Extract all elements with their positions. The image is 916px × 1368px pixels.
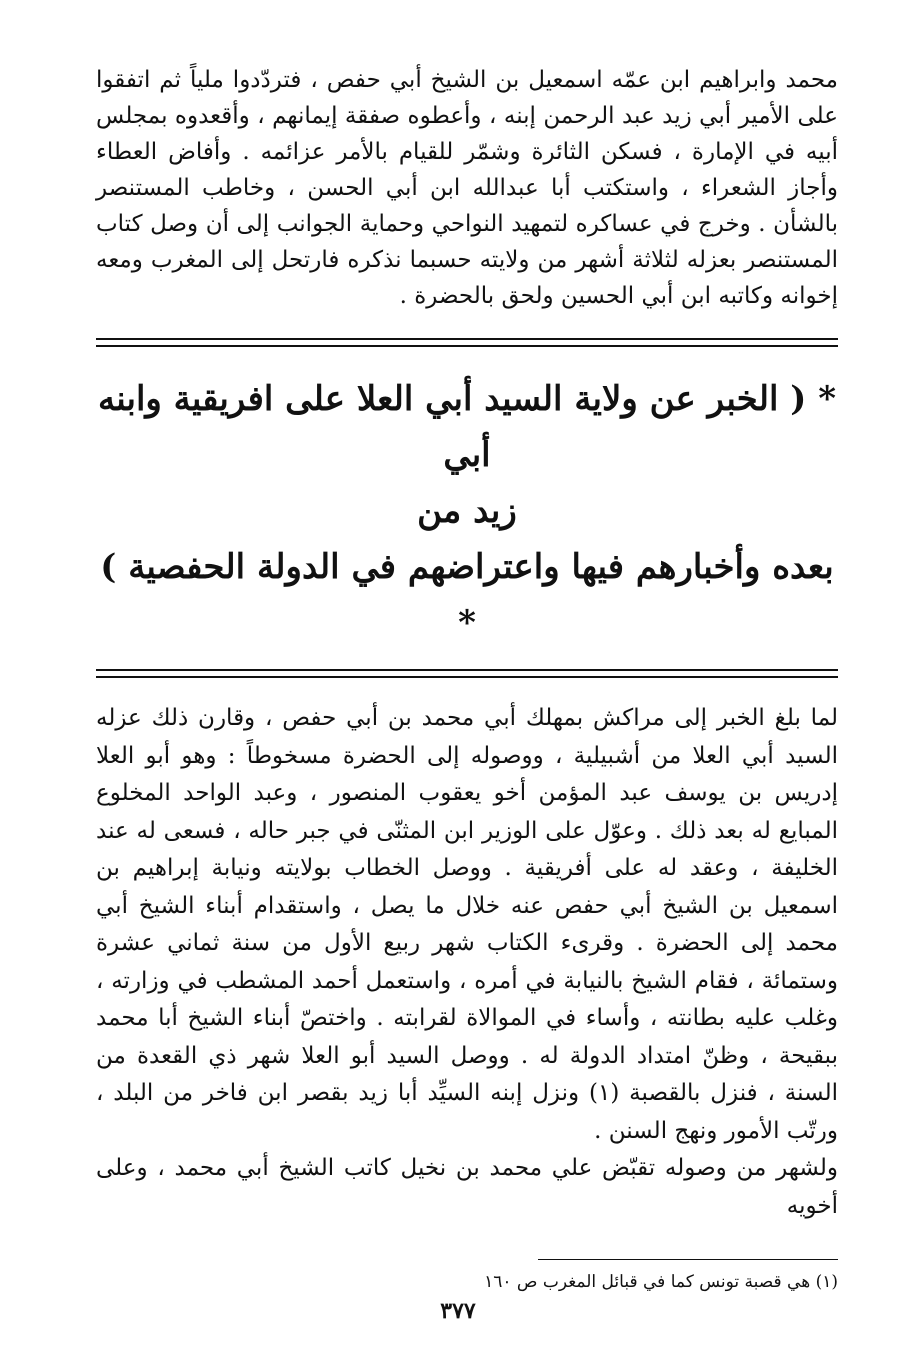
- heading-line-2: زيد من: [417, 491, 517, 531]
- heading-line-1: * ( الخبر عن ولاية السيد أبي العلا على افريقية وابنه أبي: [98, 379, 836, 475]
- book-page: [96, 62, 838, 1294]
- body-paragraph-1: لما بلغ الخبر إلى مراكش بمهلك أبي محمد بن أبي حفص ، وقارن ذلك عزله السيد أبي العلا من أشبيلية ، ووصوله إلى الحضرة مسخوطاً : وهو أبو العلا إدريس بن يوسف عبد المؤمن أخو يعقوب المنصور ، وعبد الواحد المخلوع المبايع له بعد ذلك . وعوّل على الوزير ابن المثنّى في جبر حاله ، فسعى له عند الخليفة ، وعقد له على أفريقية . ووصل الخطاب بولايته ونيابة إبراهيم بن اسمعيل بن الشيخ أبي حفص عنه خلال ما يصل ، واستقدام أبناء الشيخ أبي محمد إلى الحضرة . وقرىء الكتاب شهر ربيع الأول من سنة ثماني عشرة وستمائة ، فقام الشيخ بالنيابة في أمره ، واستعمل أحمد المشطب في وزارته ، وغلب عليه بطانته ، وأساء في الموالاة لقرابته . واختصّ أبناء الشيخ أبا محمد ببقيحة ، وظنّ امتداد الدولة له . ووصل السيد أبو العلا شهر ذي القعدة من السنة ، فنزل بالقصبة (١) ونزل إبنه السيِّد أبا زيد بقصر ابن فاخر من البلد ، ورتّب الأمور ونهج السنن .: [96, 705, 838, 1144]
- heading-top-rule: [96, 338, 838, 347]
- footnote-rule: [538, 1259, 838, 1260]
- section-body: [96, 700, 838, 1225]
- section-heading: [96, 371, 838, 651]
- heading-line-3: بعده وأخبارهم فيها واعتراضهم في الدولة الحفصية ) *: [100, 547, 834, 643]
- top-paragraph: محمد وابراهيم ابن عمّه اسمعيل بن الشيخ أبي حفص ، فتردّدوا ملياً ثم اتفقوا على الأمير أبي زيد عبد الرحمن إبنه ، وأعطوه صفقة إيمانهم ، وأقعدوه بمجلس أبيه في الإمارة ، فسكن الثائرة وشمّر للقيام بالأمر عزائمه . وأفاض العطاء وأجاز الشعراء ، واستكتب أبا عبدالله ابن أبي الحسن ، وخاطب المستنصر بالشأن . وخرج في عساكره لتمهيد النواحي وحماية الجوانب إلى أن وصل كتاب المستنصر بعزله لثلاثة أشهر من ولايته حسبما نذكره فارتحل إلى المغرب ومعه إخوانه وكاتبه ابن أبي الحسين ولحق بالحضرة .: [96, 67, 838, 309]
- body-paragraph-2: ولشهر من وصوله تقبّض علي محمد بن نخيل كاتب الشيخ أبي محمد ، وعلى أخويه: [96, 1155, 838, 1219]
- heading-bottom-rule: [96, 669, 838, 678]
- page-number: ٣٧٧: [440, 1298, 476, 1324]
- footnote: (١) هي قصبة تونس كما في قبائل المغرب ص ١٦٠: [484, 1272, 838, 1292]
